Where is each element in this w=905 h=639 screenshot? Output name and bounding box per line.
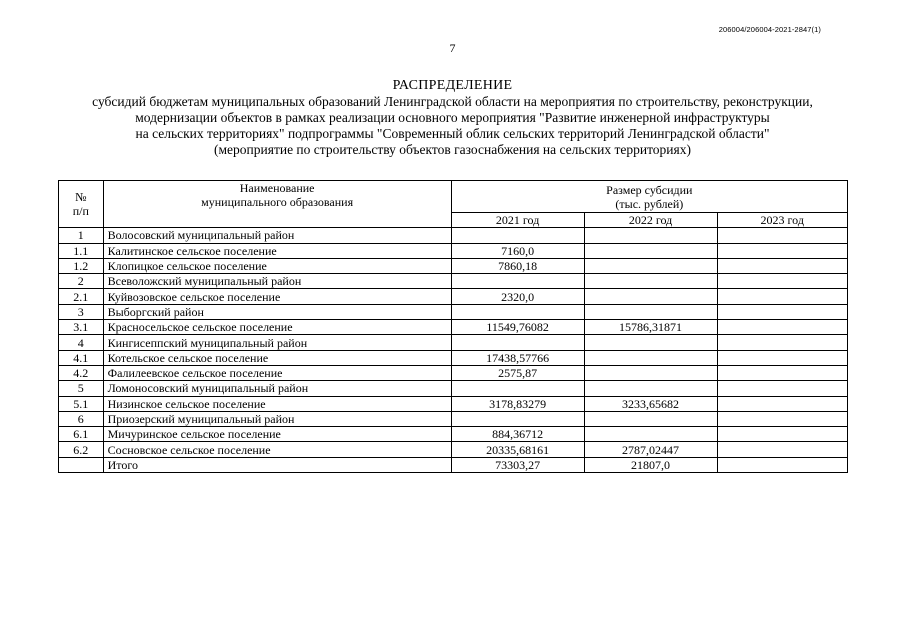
row-name: Красносельское сельское поселение — [103, 320, 451, 335]
row-number: 1.1 — [59, 243, 104, 258]
row-value-2023 — [717, 243, 848, 258]
header-number — [59, 181, 104, 228]
row-value-2022 — [584, 381, 717, 396]
subsidy-table — [58, 180, 848, 473]
document-title: РАСПРЕДЕЛЕНИЕ — [392, 78, 513, 93]
row-number: 4.2 — [59, 365, 104, 380]
row-value-2021: 2575,87 — [451, 365, 584, 380]
header-year-2022: 2022 год — [584, 213, 717, 228]
table-row — [59, 320, 848, 335]
row-value-2021 — [451, 335, 584, 350]
table-row — [59, 243, 848, 258]
row-value-2021 — [451, 411, 584, 426]
row-number: 6 — [59, 411, 104, 426]
row-value-2023 — [717, 274, 848, 289]
row-value-2021: 20335,68161 — [451, 442, 584, 457]
row-value-2022: 15786,31871 — [584, 320, 717, 335]
table-row — [59, 274, 848, 289]
row-value-2021: 884,36712 — [451, 427, 584, 442]
row-value-2022 — [584, 228, 717, 243]
row-number: 6.2 — [59, 442, 104, 457]
row-value-2023 — [717, 442, 848, 457]
row-value-2023 — [717, 381, 848, 396]
row-value-2022 — [584, 335, 717, 350]
header-number-line1: № — [75, 190, 87, 205]
row-value-2023 — [717, 365, 848, 380]
header-size-line2: (тыс. рублей) — [615, 196, 684, 211]
header-name-line1: Наименование — [239, 181, 315, 195]
row-value-2022 — [584, 411, 717, 426]
row-value-2022 — [584, 350, 717, 365]
row-name: Мичуринское сельское поселение — [103, 427, 451, 442]
row-number: 3 — [59, 304, 104, 319]
table-row — [59, 381, 848, 396]
row-value-2022 — [584, 304, 717, 319]
row-value-2022 — [584, 427, 717, 442]
row-value-2023 — [717, 258, 848, 273]
row-value-2023 — [717, 457, 848, 472]
row-name: Фалилеевское сельское поселение — [103, 365, 451, 380]
row-name: Всеволожский муниципальный район — [103, 274, 451, 289]
row-name: Низинское сельское поселение — [103, 396, 451, 411]
heading-line: (мероприятие по строительству объектов газоснабжения на сельских территориях) — [214, 142, 691, 157]
row-value-2021: 7160,0 — [451, 243, 584, 258]
row-value-2021 — [451, 381, 584, 396]
row-number: 5 — [59, 381, 104, 396]
row-name: Итого — [103, 457, 451, 472]
row-name: Кингисеппский муниципальный район — [103, 335, 451, 350]
row-value-2021: 11549,76082 — [451, 320, 584, 335]
row-name: Выборгский район — [103, 304, 451, 319]
row-value-2022 — [584, 243, 717, 258]
row-value-2023 — [717, 289, 848, 304]
row-number: 2.1 — [59, 289, 104, 304]
table-row — [59, 258, 848, 273]
header-name-line2: муниципального образования — [201, 195, 354, 209]
row-name: Клопицкое сельское поселение — [103, 258, 451, 273]
row-value-2022 — [584, 365, 717, 380]
row-name: Приозерский муниципальный район — [103, 411, 451, 426]
row-number: 1 — [59, 228, 104, 243]
row-value-2021 — [451, 228, 584, 243]
row-value-2022 — [584, 289, 717, 304]
row-number: 3.1 — [59, 320, 104, 335]
row-value-2021: 17438,57766 — [451, 350, 584, 365]
table-row — [59, 427, 848, 442]
row-value-2022: 3233,65682 — [584, 396, 717, 411]
document-heading — [0, 78, 905, 158]
header-number-line2: п/п — [72, 204, 89, 219]
table-body — [59, 228, 848, 473]
row-value-2021: 3178,83279 — [451, 396, 584, 411]
header-name — [103, 181, 451, 228]
table-header-row — [59, 181, 848, 213]
row-value-2022: 21807,0 — [584, 457, 717, 472]
table-row — [59, 365, 848, 380]
row-name: Калитинское сельское поселение — [103, 243, 451, 258]
header-subsidy-size — [451, 181, 847, 213]
row-number: 4.1 — [59, 350, 104, 365]
row-number: 4 — [59, 335, 104, 350]
row-value-2023 — [717, 304, 848, 319]
row-value-2023 — [717, 411, 848, 426]
header-year-2023: 2023 год — [717, 213, 848, 228]
table-row — [59, 335, 848, 350]
row-name: Волосовский муниципальный район — [103, 228, 451, 243]
table-row — [59, 289, 848, 304]
header-year-2021: 2021 год — [451, 213, 584, 228]
table-row — [59, 228, 848, 243]
table-row — [59, 442, 848, 457]
row-name: Котельское сельское поселение — [103, 350, 451, 365]
row-value-2021 — [451, 274, 584, 289]
row-number: 6.1 — [59, 427, 104, 442]
row-value-2022 — [584, 274, 717, 289]
heading-line: субсидий бюджетам муниципальных образований Ленинградской области на мероприятия по строительству, реконструкции, — [92, 94, 813, 109]
page-number: 7 — [449, 41, 456, 55]
row-number: 5.1 — [59, 396, 104, 411]
table-row — [59, 304, 848, 319]
heading-line: модернизации объектов в рамках реализации основного мероприятия "Развитие инженерной инфраструктуры — [135, 110, 770, 125]
row-value-2023 — [717, 228, 848, 243]
row-name: Куйвозовское сельское поселение — [103, 289, 451, 304]
row-value-2021: 2320,0 — [451, 289, 584, 304]
row-value-2023 — [717, 396, 848, 411]
row-number: 2 — [59, 274, 104, 289]
row-name: Ломоносовский муниципальный район — [103, 381, 451, 396]
row-value-2021: 73303,27 — [451, 457, 584, 472]
row-name: Сосновское сельское поселение — [103, 442, 451, 457]
row-value-2023 — [717, 320, 848, 335]
row-value-2023 — [717, 427, 848, 442]
heading-line: на сельских территориях" подпрограммы "Современный облик сельских территорий Ленинградской области" — [135, 126, 770, 141]
row-number: 1.2 — [59, 258, 104, 273]
row-value-2021: 7860,18 — [451, 258, 584, 273]
row-value-2021 — [451, 304, 584, 319]
row-value-2022 — [584, 258, 717, 273]
table-row — [59, 350, 848, 365]
row-number — [59, 457, 104, 472]
row-value-2023 — [717, 350, 848, 365]
header-size-line1: Размер субсидии — [606, 182, 693, 197]
row-value-2023 — [717, 335, 848, 350]
table-row — [59, 457, 848, 472]
row-value-2022: 2787,02447 — [584, 442, 717, 457]
document-id: 206004/206004-2021-2847(1) — [718, 25, 821, 34]
table-row — [59, 396, 848, 411]
table-row — [59, 411, 848, 426]
